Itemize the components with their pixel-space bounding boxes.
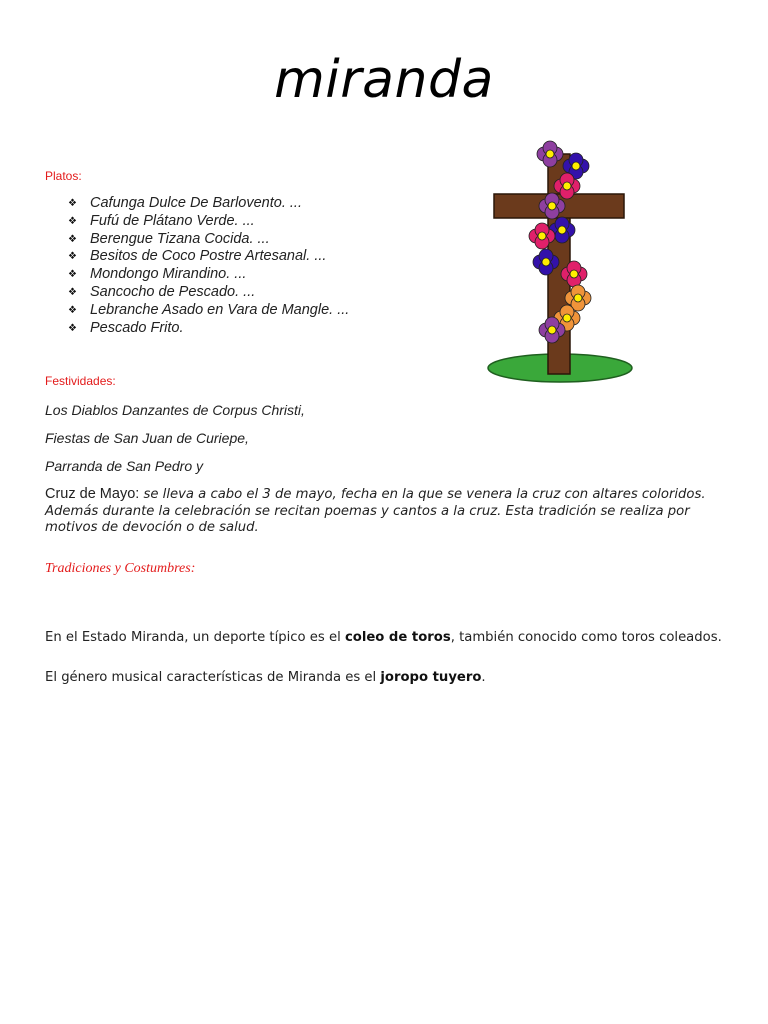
p1-before: En el Estado Miranda, un deporte típico es el <box>45 630 345 645</box>
list-item <box>68 195 349 213</box>
festividad-line: Fiestas de San Juan de Curiepe, <box>45 430 249 446</box>
dish-label: Berengue Tizana Cocida. ... <box>90 230 270 247</box>
p2-after: . <box>481 670 486 685</box>
diamond-bullet-icon: ❖ <box>68 198 77 209</box>
p2-before: El género musical características de Miranda es el <box>45 670 381 685</box>
p1-after: , también conocido como toros coleados. <box>450 630 722 645</box>
festividades-heading: Festividades: <box>45 374 116 388</box>
list-item <box>68 320 349 338</box>
diamond-bullet-icon: ❖ <box>68 304 77 316</box>
cruz-lead: Cruz de Mayo: <box>45 486 140 502</box>
list-item <box>68 266 349 284</box>
dish-label: Fufú de Plátano Verde. ... <box>90 212 255 229</box>
dishes-list <box>68 195 349 337</box>
festividad-line: Parranda de San Pedro y <box>45 458 203 474</box>
platos-heading: Platos: <box>45 169 82 183</box>
tradiciones-heading: Tradiciones y Costumbres: <box>45 561 196 576</box>
joropo-paragraph <box>45 670 486 685</box>
dish-label: Lebranche Asado en Vara de Mangle. ... <box>90 301 350 318</box>
list-item <box>68 231 349 249</box>
cruz-de-mayo-paragraph <box>45 486 735 537</box>
festividad-line: Los Diablos Danzantes de Corpus Christi, <box>45 402 305 418</box>
list-item <box>68 284 349 302</box>
list-item <box>68 248 349 266</box>
dish-label: Sancocho de Pescado. ... <box>90 283 256 300</box>
diamond-bullet-icon: ❖ <box>68 269 77 281</box>
page-title: miranda <box>274 50 494 110</box>
dish-label: Cafunga Dulce De Barlovento. ... <box>90 195 302 211</box>
diamond-bullet-icon: ❖ <box>68 233 77 245</box>
diamond-bullet-icon: ❖ <box>68 286 77 298</box>
diamond-bullet-icon: ❖ <box>68 215 77 227</box>
list-item <box>68 302 349 320</box>
diamond-bullet-icon: ❖ <box>68 251 77 263</box>
dish-label: Mondongo Mirandino. ... <box>90 266 247 283</box>
flowered-cross-icon <box>472 140 648 390</box>
coleo-paragraph <box>45 630 722 645</box>
dish-label: Besitos de Coco Postre Artesanal. ... <box>90 248 327 265</box>
p1-bold: coleo de toros <box>344 630 451 645</box>
dish-label: Pescado Frito. <box>90 319 184 336</box>
p2-bold: joropo tuyero <box>380 670 482 685</box>
cruz-text: se lleva a cabo el 3 de mayo, fecha en la que se venera la cruz con altares coloridos. Además durante la celebración se recitan poemas y cantos a la cruz. Esta tradición se realiza por motivos de devoción o de salud. <box>45 487 706 535</box>
diamond-bullet-icon: ❖ <box>68 322 77 334</box>
list-item <box>68 213 349 231</box>
